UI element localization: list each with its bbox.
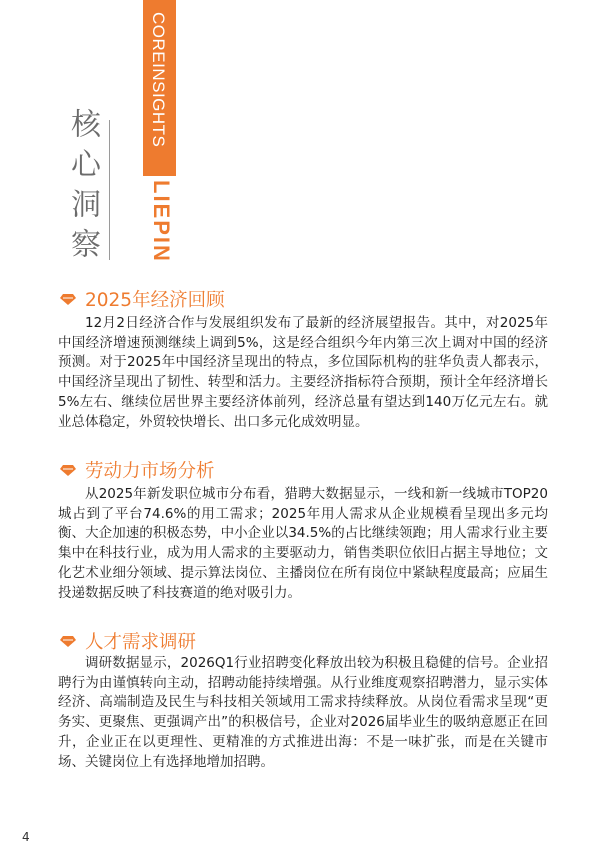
section-heading-economy — [60, 286, 225, 312]
section-body-labor: 从2025年新发职位城市分布看，猎聘大数据显示，一线和新一线城市TOP20城占到了平台74.6%的用工需求；2025年用人需求从企业规模看呈现出多元均衡、大企加速的积极态势，中小企业以34.5%的占比继续领跑；用人需求行业主要集中在科技行业，成为用人需求的主要驱动力，销售类职位依旧占据主导地位；文化艺术业细分领域、提示算法岗位、主播岗位在所有岗位中紧缺程度最高；应届生投递数据反映了科技赛道的绝对吸引力。 — [58, 486, 548, 601]
page-title: 核心洞察 — [65, 108, 100, 268]
section-heading-labor — [60, 457, 215, 483]
title-divider — [109, 120, 110, 260]
section-body-economy: 12月2日经济合作与发展组织发布了最新的经济展望报告。其中，对2025年中国经济增速预测继续上调到5%，这是经合组织今年内第三次上调对中国的经济预测。对于2025年中国经济呈现出的特点，多位国际机构的驻华负责人都表示，中国经济呈现出了韧性、转型和活力。主要经济指标符合预期，预计全年经济增长5%左右、继续位居世界主要经济体前列，经济总量有望达到140万亿元左右。就业总体稳定，外贸较快增长、出口多元化成效明显。 — [58, 315, 548, 430]
section-heading-talent — [60, 628, 196, 654]
section-title: 劳动力市场分析 — [85, 461, 215, 482]
diamond-bullet-icon — [60, 294, 76, 305]
brand-coreinsights: COREINSIGHTS — [149, 12, 168, 148]
section-body-talent: 调研数据显示，2026Q1行业招聘变化释放出较为积极且稳健的信号。企业招聘行为由谨慎转向主动，招聘动能持续增强。从行业维度观察招聘潜力，显示实体经济、高端制造及民生与科技相关领域用工需求持续释放。从岗位看需求呈现“更务实、更聚焦、更强调产出”的积极信号，企业对2026届毕业生的吸纳意愿正在回升，企业正在以更理性、更精准的方式推进出海：不是一味扩张，而是在关键市场、关键岗位上有选择地增加招聘。 — [58, 655, 548, 770]
page-number: 4 — [22, 830, 30, 844]
section-title: 2025年经济回顾 — [85, 290, 225, 311]
brand-liepin-logo: LIEPIN — [149, 180, 174, 263]
diamond-bullet-icon — [60, 465, 76, 476]
section-title: 人才需求调研 — [85, 632, 197, 653]
diamond-bullet-icon — [60, 636, 76, 647]
